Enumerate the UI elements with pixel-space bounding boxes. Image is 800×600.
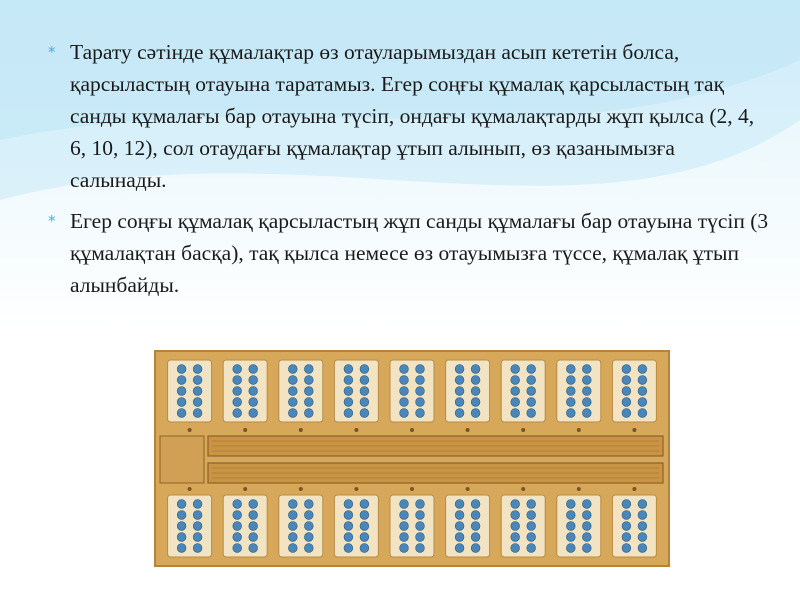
board-pit: [334, 360, 378, 422]
kumalak-ball: [582, 500, 591, 509]
kumalak-ball: [233, 511, 242, 520]
bullet-text: Тарату сәтінде құмалақтар өз отауларымыздан асып кететін болса, қарсыластың отауына таратамыз. Егер соңғы құмалақ қарсыластың тақ санды құмалағы бар отауына түсіп, ондағы құмалақтарды жұп қылса (2, 4, 6, 10, 12), сол отаудағы құмалақтар ұтып алынып, өз қазанымызға салынады.: [70, 40, 755, 192]
kumalak-ball: [400, 387, 409, 396]
kumalak-ball: [193, 365, 202, 374]
kumalak-ball: [344, 409, 353, 418]
kumalak-ball: [582, 409, 591, 418]
kumalak-ball: [233, 398, 242, 407]
kumalak-ball: [400, 365, 409, 374]
kumalak-ball: [582, 376, 591, 385]
kumalak-ball: [177, 376, 186, 385]
kumalak-ball: [344, 544, 353, 553]
pit-marker: [466, 428, 470, 432]
pit-marker: [188, 428, 192, 432]
kumalak-ball: [249, 387, 258, 396]
kumalak-ball: [471, 365, 480, 374]
kumalak-ball: [360, 376, 369, 385]
kumalak-ball: [416, 409, 425, 418]
pit-marker: [577, 487, 581, 491]
pit-marker: [466, 487, 470, 491]
kumalak-ball: [249, 522, 258, 531]
kumalak-ball: [582, 365, 591, 374]
kumalak-ball: [416, 544, 425, 553]
pit-marker: [243, 428, 247, 432]
kumalak-ball: [566, 365, 575, 374]
kumalak-ball: [455, 365, 464, 374]
kumalak-ball: [288, 500, 297, 509]
kumalak-ball: [304, 398, 313, 407]
kumalak-ball: [471, 500, 480, 509]
kumalak-ball: [511, 376, 520, 385]
board-pit: [612, 360, 656, 422]
kumalak-ball: [622, 544, 631, 553]
kumalak-ball: [193, 533, 202, 542]
board-pit: [501, 360, 545, 422]
kumalak-ball: [249, 511, 258, 520]
board-pit: [168, 360, 212, 422]
kumalak-ball: [193, 376, 202, 385]
kumalak-ball: [527, 500, 536, 509]
kumalak-ball: [344, 533, 353, 542]
kumalak-ball: [304, 376, 313, 385]
kumalak-ball: [400, 409, 409, 418]
kumalak-ball: [566, 500, 575, 509]
kumalak-ball: [360, 409, 369, 418]
kumalak-ball: [288, 365, 297, 374]
kumalak-ball: [566, 533, 575, 542]
bullet-icon: *: [48, 43, 56, 61]
kumalak-ball: [304, 409, 313, 418]
kumalak-ball: [288, 398, 297, 407]
kumalak-ball: [233, 544, 242, 553]
board-pit: [446, 360, 490, 422]
board-pit: [557, 360, 601, 422]
kumalak-ball: [288, 522, 297, 531]
kumalak-ball: [566, 387, 575, 396]
kumalak-ball: [193, 387, 202, 396]
kumalak-ball: [416, 387, 425, 396]
kumalak-ball: [400, 376, 409, 385]
kumalak-ball: [344, 365, 353, 374]
kumalak-ball: [416, 511, 425, 520]
kumalak-ball: [177, 409, 186, 418]
kumalak-ball: [249, 544, 258, 553]
kumalak-ball: [193, 544, 202, 553]
pit-marker: [632, 487, 636, 491]
kumalak-ball: [527, 376, 536, 385]
kumalak-ball: [566, 409, 575, 418]
kumalak-ball: [233, 365, 242, 374]
kumalak-ball: [400, 500, 409, 509]
kumalak-ball: [471, 511, 480, 520]
kumalak-ball: [471, 398, 480, 407]
kumalak-ball: [527, 365, 536, 374]
kumalak-ball: [566, 398, 575, 407]
kumalak-ball: [622, 533, 631, 542]
kumalak-ball: [400, 544, 409, 553]
pit-marker: [188, 487, 192, 491]
kumalak-ball: [471, 376, 480, 385]
text-content: [48, 36, 773, 310]
pit-marker: [632, 428, 636, 432]
kumalak-ball: [416, 365, 425, 374]
kumalak-ball: [566, 522, 575, 531]
kumalak-ball: [622, 398, 631, 407]
pit-marker: [410, 428, 414, 432]
kumalak-ball: [344, 511, 353, 520]
board-pit: [223, 360, 267, 422]
kumalak-ball: [566, 544, 575, 553]
kumalak-ball: [233, 387, 242, 396]
kumalak-ball: [360, 398, 369, 407]
kumalak-ball: [527, 544, 536, 553]
bullet-icon: *: [48, 212, 56, 230]
kumalak-ball: [233, 533, 242, 542]
board-end-piece: [160, 436, 204, 483]
kumalak-ball: [304, 533, 313, 542]
board-pit: [168, 495, 212, 557]
kumalak-ball: [177, 533, 186, 542]
kumalak-ball: [622, 387, 631, 396]
kumalak-ball: [400, 511, 409, 520]
kumalak-ball: [249, 376, 258, 385]
kumalak-ball: [304, 500, 313, 509]
kumalak-ball: [455, 544, 464, 553]
kumalak-ball: [582, 544, 591, 553]
kumalak-ball: [360, 511, 369, 520]
pit-marker: [243, 487, 247, 491]
kumalak-ball: [360, 387, 369, 396]
kumalak-ball: [193, 511, 202, 520]
kumalak-ball: [638, 365, 647, 374]
kumalak-ball: [582, 387, 591, 396]
kumalak-ball: [455, 398, 464, 407]
kumalak-ball: [304, 511, 313, 520]
board-pit: [390, 495, 434, 557]
kumalak-ball: [416, 376, 425, 385]
board-pit: [279, 495, 323, 557]
kumalak-ball: [360, 544, 369, 553]
kumalak-ball: [511, 387, 520, 396]
board-pit: [501, 495, 545, 557]
kumalak-ball: [304, 544, 313, 553]
kumalak-ball: [400, 398, 409, 407]
kumalak-ball: [566, 511, 575, 520]
kumalak-ball: [511, 544, 520, 553]
kumalak-ball: [455, 522, 464, 531]
kumalak-ball: [177, 500, 186, 509]
kumalak-ball: [455, 376, 464, 385]
kumalak-ball: [471, 409, 480, 418]
kumalak-ball: [344, 522, 353, 531]
kumalak-ball: [288, 376, 297, 385]
kumalak-ball: [622, 522, 631, 531]
kumalak-ball: [177, 365, 186, 374]
kumalak-ball: [527, 398, 536, 407]
kumalak-ball: [638, 511, 647, 520]
kumalak-ball: [233, 500, 242, 509]
kumalak-ball: [304, 365, 313, 374]
kumalak-ball: [249, 533, 258, 542]
board-graphic: [156, 352, 668, 565]
kumalak-ball: [193, 398, 202, 407]
kumalak-ball: [288, 409, 297, 418]
kumalak-ball: [511, 511, 520, 520]
pit-marker: [410, 487, 414, 491]
kumalak-ball: [249, 409, 258, 418]
kumalak-ball: [177, 511, 186, 520]
board-pit: [557, 495, 601, 557]
togyz-kumalak-board-image: [154, 350, 670, 567]
kumalak-ball: [360, 522, 369, 531]
kumalak-ball: [233, 522, 242, 531]
kumalak-ball: [638, 500, 647, 509]
board-pit: [612, 495, 656, 557]
kumalak-ball: [527, 409, 536, 418]
board-pit: [446, 495, 490, 557]
kumalak-ball: [177, 387, 186, 396]
pit-marker: [354, 428, 358, 432]
kumalak-ball: [566, 376, 575, 385]
board-pit: [334, 495, 378, 557]
kumalak-ball: [511, 409, 520, 418]
kumalak-ball: [193, 500, 202, 509]
kumalak-ball: [622, 365, 631, 374]
kumalak-ball: [416, 522, 425, 531]
kumalak-ball: [471, 387, 480, 396]
kumalak-ball: [622, 511, 631, 520]
board-pit: [279, 360, 323, 422]
kumalak-ball: [511, 365, 520, 374]
kumalak-ball: [416, 398, 425, 407]
kumalak-ball: [471, 533, 480, 542]
kumalak-ball: [416, 533, 425, 542]
kumalak-ball: [400, 522, 409, 531]
board-pit: [223, 495, 267, 557]
kumalak-ball: [249, 398, 258, 407]
kumalak-ball: [360, 533, 369, 542]
kumalak-ball: [233, 409, 242, 418]
kumalak-ball: [511, 500, 520, 509]
kumalak-ball: [344, 398, 353, 407]
kumalak-ball: [622, 409, 631, 418]
kumalak-ball: [638, 522, 647, 531]
kumalak-ball: [455, 511, 464, 520]
kumalak-ball: [400, 533, 409, 542]
kumalak-ball: [638, 533, 647, 542]
kumalak-ball: [527, 522, 536, 531]
kumalak-ball: [582, 398, 591, 407]
board-pit: [390, 360, 434, 422]
kumalak-ball: [360, 500, 369, 509]
pit-marker: [577, 428, 581, 432]
kumalak-ball: [455, 500, 464, 509]
kumalak-ball: [344, 500, 353, 509]
pit-marker: [299, 487, 303, 491]
kumalak-ball: [193, 409, 202, 418]
kumalak-ball: [511, 522, 520, 531]
kumalak-ball: [344, 376, 353, 385]
kumalak-ball: [344, 387, 353, 396]
kumalak-ball: [177, 522, 186, 531]
pit-marker: [354, 487, 358, 491]
kumalak-ball: [249, 365, 258, 374]
kumalak-ball: [638, 387, 647, 396]
kumalak-ball: [622, 500, 631, 509]
kumalak-ball: [582, 522, 591, 531]
kumalak-ball: [471, 522, 480, 531]
kumalak-ball: [304, 387, 313, 396]
kumalak-ball: [638, 409, 647, 418]
kumalak-ball: [177, 398, 186, 407]
pit-marker: [299, 428, 303, 432]
kumalak-ball: [233, 376, 242, 385]
kumalak-ball: [622, 376, 631, 385]
kumalak-ball: [471, 544, 480, 553]
kumalak-ball: [582, 533, 591, 542]
kumalak-ball: [638, 376, 647, 385]
kumalak-ball: [288, 544, 297, 553]
kumalak-ball: [288, 533, 297, 542]
kumalak-ball: [288, 387, 297, 396]
pit-marker: [521, 428, 525, 432]
kumalak-ball: [527, 387, 536, 396]
kumalak-ball: [177, 544, 186, 553]
kumalak-ball: [638, 398, 647, 407]
kumalak-ball: [527, 533, 536, 542]
kumalak-ball: [582, 511, 591, 520]
kumalak-ball: [193, 522, 202, 531]
bullet-item: [48, 36, 773, 196]
kumalak-ball: [416, 500, 425, 509]
kumalak-ball: [288, 511, 297, 520]
kumalak-ball: [455, 409, 464, 418]
kumalak-ball: [455, 533, 464, 542]
kumalak-ball: [360, 365, 369, 374]
kumalak-ball: [455, 387, 464, 396]
kumalak-ball: [511, 533, 520, 542]
kumalak-ball: [527, 511, 536, 520]
kumalak-ball: [638, 544, 647, 553]
kumalak-ball: [304, 522, 313, 531]
kumalak-ball: [511, 398, 520, 407]
bullet-text: Егер соңғы құмалақ қарсыластың жұп санды құмалағы бар отауына түсіп (3 құмалақтан басқа), тақ қылса немесе өз отауымызға түссе, құмалақ ұтып алынбайды.: [70, 209, 769, 297]
pit-marker: [521, 487, 525, 491]
bullet-item: [48, 205, 773, 301]
kumalak-ball: [249, 500, 258, 509]
